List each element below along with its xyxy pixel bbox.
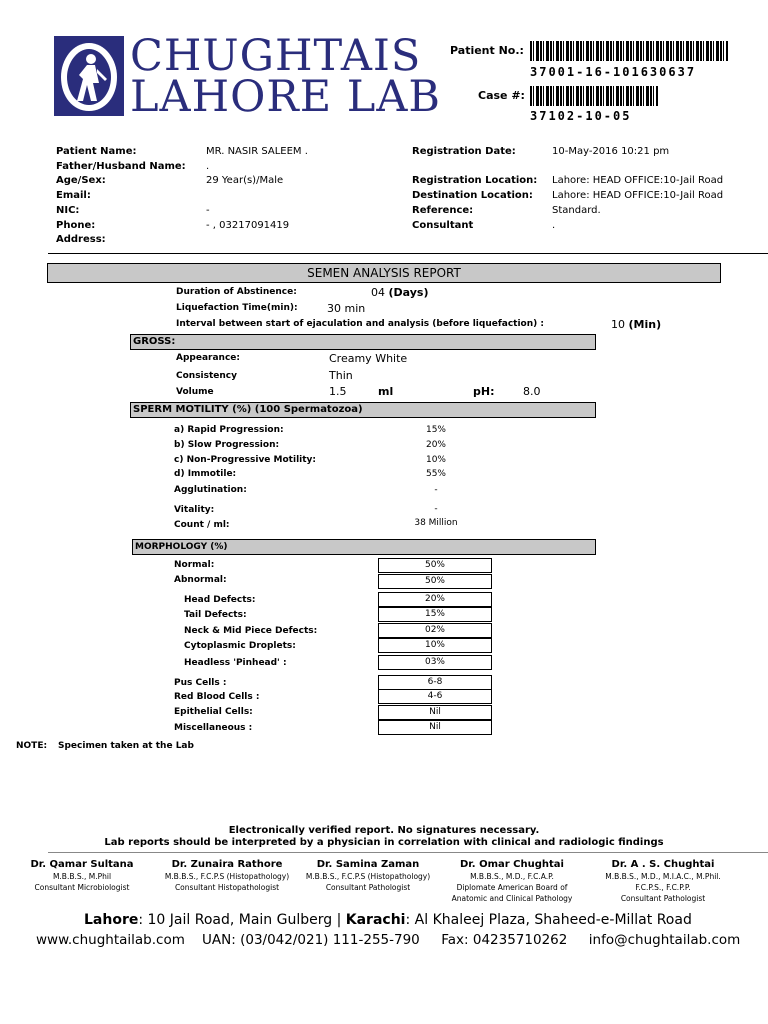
doctor-card xyxy=(440,858,584,904)
vitality-value: - xyxy=(434,504,438,514)
doctor-name: Dr. Zunaira Rathore xyxy=(171,859,283,870)
vitality-label: Vitality: xyxy=(174,505,215,515)
destination-location-value: Lahore: HEAD OFFICE:10-Jail Road xyxy=(552,190,724,202)
interval-label: Interval between start of ejaculation and analysis (before liquefaction) : xyxy=(176,319,544,329)
field-label: Reference: xyxy=(412,204,474,216)
volume-value: 1.5 xyxy=(329,385,347,398)
defect-value: 03% xyxy=(378,655,492,670)
patient-info-right xyxy=(412,145,723,233)
patient-info-left xyxy=(56,145,308,248)
field-label: Registration Date: xyxy=(412,146,516,157)
case-barcode xyxy=(530,86,658,106)
father-name-value: . xyxy=(206,160,210,172)
agglutination-label: Agglutination: xyxy=(174,485,247,495)
motility-heading: SPERM MOTILITY (%) (100 Spermatozoa) xyxy=(130,402,596,418)
lab-logo-icon xyxy=(53,35,125,117)
defect-label: Tail Defects: xyxy=(184,610,247,620)
volume-unit: ml xyxy=(378,385,394,398)
patient-barcode xyxy=(530,41,728,61)
morphology-heading: MORPHOLOGY (%) xyxy=(132,539,596,555)
defect-label: Cytoplasmic Droplets: xyxy=(184,641,296,651)
nic-value: - xyxy=(206,204,210,216)
motility-value: 20% xyxy=(425,440,446,450)
doctor-title-line2: Anatomic and Clinical Pathology xyxy=(451,894,573,903)
abnormal-label: Abnormal: xyxy=(174,575,227,585)
defect-value: 10% xyxy=(378,638,492,653)
doctor-title: Consultant Microbiologist xyxy=(34,883,130,892)
field-label: NIC: xyxy=(56,204,80,216)
motility-value: 55% xyxy=(425,469,446,479)
doctor-title: F.C.P.S., F.C.P.P. xyxy=(635,883,691,892)
appearance-value: Creamy White xyxy=(329,352,408,365)
normal-label: Normal: xyxy=(174,560,215,570)
doctor-qualification: M.B.B.S., F.C.P.S (Histopathology) xyxy=(305,872,431,881)
verified-notice: Electronically verified report. No signatures necessary. xyxy=(228,825,540,836)
interval-row xyxy=(611,318,661,331)
patient-number: 37001-16-101630637 xyxy=(530,65,697,79)
address-lahore: : 10 Jail Road, Main Gulberg | xyxy=(138,912,342,928)
consistency-label: Consistency xyxy=(176,371,238,381)
field-label: Destination Location: xyxy=(412,190,533,202)
address-karachi: : Al Khaleej Plaza, Shaheed-e-Millat Road xyxy=(405,912,692,928)
field-label: Father/Husband Name: xyxy=(56,160,186,172)
address-line xyxy=(84,912,692,928)
patient-name-value: MR. NASIR SALEEM . xyxy=(206,146,308,157)
footer-divider xyxy=(48,852,768,853)
doctor-qualification: M.B.B.S., F.C.P.S (Histopathology) xyxy=(164,872,290,881)
gross-heading: GROSS: xyxy=(130,334,596,350)
ph-label: pH: xyxy=(473,385,495,398)
defect-label: Headless 'Pinhead' : xyxy=(184,658,287,668)
doctor-title: Diplomate American Board of xyxy=(456,883,568,892)
cell-value: Nil xyxy=(378,705,492,720)
divider xyxy=(48,253,768,254)
abnormal-value: 50% xyxy=(378,574,492,589)
motility-value: 10% xyxy=(425,455,446,465)
cell-label: Miscellaneous : xyxy=(174,723,253,733)
brand-name-line1: CHUGHTAIS xyxy=(130,31,422,81)
note-label: NOTE: xyxy=(16,741,48,751)
cell-value: 4-6 xyxy=(378,689,492,704)
cell-label: Red Blood Cells : xyxy=(174,692,260,702)
defect-label: Neck & Mid Piece Defects: xyxy=(184,626,318,636)
doctor-qualification: M.B.B.S., M.D., F.C.A.P. xyxy=(470,872,554,881)
count-value: 38 Million xyxy=(414,518,458,528)
defect-label: Head Defects: xyxy=(184,595,256,605)
doctor-qualification: M.B.B.S., M.D., M.I.A.C., M.Phil. xyxy=(605,872,721,881)
motility-label: a) Rapid Progression: xyxy=(174,425,284,435)
doctor-name: Dr. Omar Chughtai xyxy=(460,859,564,870)
address-karachi-label: Karachi xyxy=(345,912,406,928)
age-sex-value: 29 Year(s)/Male xyxy=(206,175,284,187)
count-label: Count / ml: xyxy=(174,520,230,530)
field-label: Age/Sex: xyxy=(56,175,106,187)
doctor-card xyxy=(590,858,736,904)
registration-location-value: Lahore: HEAD OFFICE:10-Jail Road xyxy=(552,175,724,187)
liquefaction-label: Liquefaction Time(min): xyxy=(176,303,298,313)
abstinence-row xyxy=(371,286,429,299)
defect-value: 02% xyxy=(378,623,492,638)
reference-value: Standard. xyxy=(552,204,601,216)
consistency-value: Thin xyxy=(329,369,353,382)
contact-line: www.chughtailab.com UAN: (03/042/021) 111-255-790 Fax: 04235710262 info@chughtailab.com xyxy=(36,932,741,948)
interpretation-notice: Lab reports should be interpreted by a physician in correlation with clinical and radiologic findings xyxy=(104,837,664,848)
field-label: Address: xyxy=(56,234,106,246)
cell-label: Pus Cells : xyxy=(174,678,227,688)
patient-no-label: Patient No.: xyxy=(450,44,524,57)
phone-value: - , 03217091419 xyxy=(206,219,290,231)
field-label: Registration Location: xyxy=(412,175,538,187)
interval-value: 10 xyxy=(611,318,625,331)
motility-label: b) Slow Progression: xyxy=(174,440,280,450)
doctor-card xyxy=(152,858,302,893)
doctor-name: Dr. Qamar Sultana xyxy=(30,859,134,870)
ph-value: 8.0 xyxy=(523,385,541,398)
abstinence-label: Duration of Abstinence: xyxy=(176,287,297,297)
doctor-name: Dr. A . S. Chughtai xyxy=(611,859,715,870)
motility-label: c) Non-Progressive Motility: xyxy=(174,455,317,465)
normal-value: 50% xyxy=(378,558,492,573)
field-label: Consultant xyxy=(412,219,474,231)
liquefaction-value: 30 min xyxy=(327,302,366,315)
defect-value: 20% xyxy=(378,592,492,607)
volume-label: Volume xyxy=(176,387,214,397)
doctor-title-line2: Consultant Pathologist xyxy=(620,894,706,903)
agglutination-value: - xyxy=(434,485,438,495)
abstinence-value: 04 xyxy=(371,286,385,299)
doctor-card xyxy=(14,858,150,893)
cell-value: 6-8 xyxy=(378,675,492,690)
field-label: Patient Name: xyxy=(56,146,137,157)
abstinence-unit: (Days) xyxy=(388,286,429,299)
field-label: Email: xyxy=(56,190,91,202)
doctor-title: Consultant Histopathologist xyxy=(174,883,280,892)
motility-value: 15% xyxy=(425,425,446,435)
doctor-title: Consultant Pathologist xyxy=(325,883,411,892)
report-title: SEMEN ANALYSIS REPORT xyxy=(47,263,721,283)
cell-label: Epithelial Cells: xyxy=(174,707,253,717)
field-label: Phone: xyxy=(56,219,96,231)
case-number: 37102-10-05 xyxy=(530,109,632,123)
note-text: Specimen taken at the Lab xyxy=(58,741,194,751)
doctor-name: Dr. Samina Zaman xyxy=(316,859,420,870)
cell-value: Nil xyxy=(378,720,492,735)
defect-value: 15% xyxy=(378,607,492,622)
doctor-card xyxy=(298,858,438,893)
motility-label: d) Immotile: xyxy=(174,469,237,479)
interval-unit: (Min) xyxy=(628,318,662,331)
brand-name-line2: LAHORE LAB xyxy=(130,72,441,122)
address-lahore-label: Lahore xyxy=(84,912,139,928)
doctor-qualification: M.B.B.S., M.Phil xyxy=(52,872,112,881)
appearance-label: Appearance: xyxy=(176,353,240,363)
consultant-value: . xyxy=(552,219,556,231)
registration-date-value: 10-May-2016 10:21 pm xyxy=(552,146,670,157)
case-label: Case #: xyxy=(478,89,525,102)
